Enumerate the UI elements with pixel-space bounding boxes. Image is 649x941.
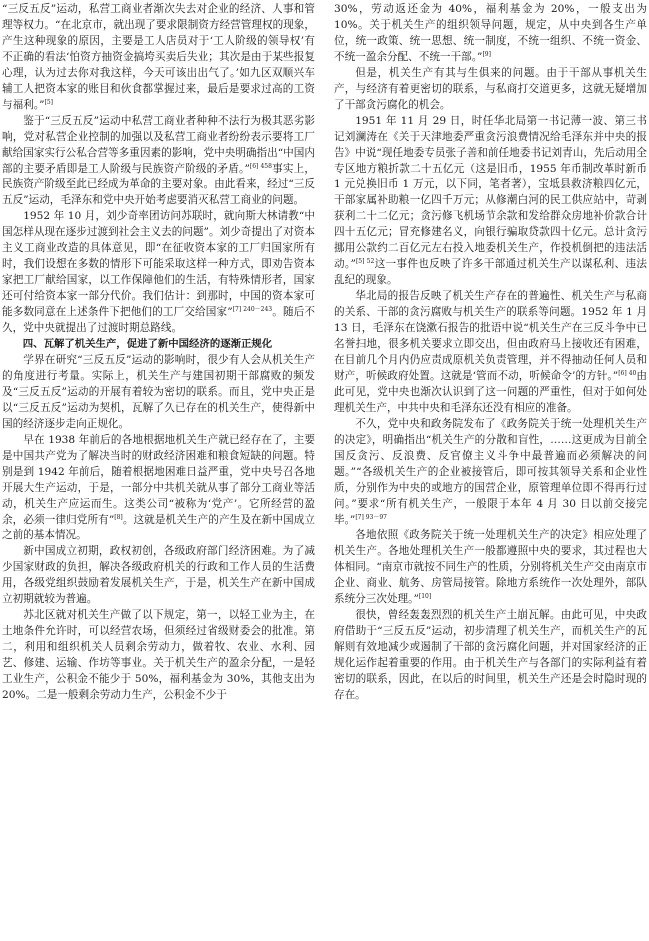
paragraph-text: 由此可见，党中央也渐次认识到了这一问题的严重性，但对于如何处理机关生产，中共中央和毛泽东还没有相应的准备。 <box>334 369 648 414</box>
paragraph <box>2 433 315 545</box>
paragraph-text: 1952 年 10 月，刘少奇率团访问苏联时，就向斯大林请教“中国怎样从现在逐步过渡到社会主义去的问题”。刘少奇提出了对资本主义工商业改造的具体意见，即“在征收资本家的工厂归国家所有时，我们设想在多数的情形下可能采取这样一种方式，即劝告资本家把工厂献给国家，以工作保障他们的生活，有特殊情形者，国家还可付给资本家一部分代价。我们估计：到那时，中国的资本家可能多数同意在上述条件下把他们的工厂交给国家” <box>2 210 315 319</box>
citation-ref: [6] 40 <box>618 369 637 377</box>
section-heading: 四、瓦解了机关生产，促进了新中国经济的逐渐正规化 <box>22 338 273 351</box>
paragraph-text: 华北局的报告反映了机关生产存在的普遍性、机关生产与私商的关系、干部的贪污腐败与机关生产的联系等问题。1952 年 1 月 13 日，毛泽东在饶漱石报告的批语中说“机关生产在三反斗争中已名誉扫地，很多机关要求立即交出，但由政府马上接收还有困难，在目前几个月内仍应责成原机关负责管理，并不得抽动任何人员和财产，听候政府处置。这就是‘管而不动，听候命令’的方针。” <box>334 290 647 382</box>
paragraph <box>334 528 647 608</box>
paragraph-text: 事实上，民族资产阶级至此已经成为革命的主要对象。由此看来，经过“三反五反”运动，毛泽东和党中央开始考虑要消灭私营工商业的问题。 <box>2 162 316 207</box>
citation-ref: [8] <box>114 513 123 521</box>
paragraph <box>334 608 647 704</box>
paragraph <box>2 544 315 608</box>
paragraph-text: “三反五反”运动，私营工商业者渐次失去对企业的经济、人事和管理等权力。“在北京市，就出现了要求限制资方经营管理权的现象，产生这种现象的原因，主要是工人店员对于‘工人阶级的领导权’有不正确的看法‘怕资方抽资金搞垮买卖后失业；其次是由于某些报复心理，认为过去你对我这样，今天可该出出气了。’如九区双顺兴车辅工人把资本家的账目和伙食都掌握过来，最后是要求过高的工资与福利。” <box>2 3 315 111</box>
paragraph-text: 早在 1938 年前后的各地根据地机关生产就已经存在了，主要是中国共产党为了解决当时的财政经济困难和粮食短缺的问题。特别是到 1942 年前后，随着根据地困难日益严重，党中央号召各地开展大生产运动，于是，一部分中共机关就从事了部分工商业等活动，机关生产应运而生。这类公司“被称为‘党产’。它所经营的盈余，必须一律归党所有” <box>2 433 315 526</box>
paragraph <box>334 289 647 417</box>
citation-ref: [10] <box>418 593 432 601</box>
paragraph-text: 各地依照《政务院关于统一处理机关生产的决定》相应处理了机关生产。各地处理机关生产一般都遵照中央的要求，其过程也大体相同。“南京市就按不同生产的性质，分别将机关生产交由南京市企业、商业、航务、房管局接管。除地方系统作一次处理外，部队系统分三次处理。” <box>334 529 647 606</box>
paragraph <box>334 66 647 114</box>
citation-ref: [5] 52 <box>355 258 375 266</box>
paragraph-text: 新中国成立初期，政权初创，各级政府部门经济困难。为了减少国家财政的负担，解决各级政府机关的行政和工作人员的生活费用，各级党组织鼓励着发展机关生产，于是，机关生产在新中国成立初期就较为普遍。 <box>2 545 315 606</box>
left-column <box>2 2 315 704</box>
citation-ref: [9] <box>482 50 491 58</box>
paragraph-text: 但是，机关生产有其与生俱来的问题。由于干部从事机关生产，与经济有着更密切的联系，与私商打交道更多，这就无疑增加了干部贪污腐化的机会。 <box>334 66 647 111</box>
citation-ref: [7] 93－97 <box>355 513 387 521</box>
paragraph <box>334 2 647 66</box>
paragraph <box>2 608 315 704</box>
paragraph-text: 很快，曾经轰轰烈烈的机关生产土崩瓦解。由此可见，中央政府借助于“三反五反”运动，初步清理了机关生产，而机关生产的瓦解则有效地减少或遏制了干部的贪污腐化问题，并对国家经济的正规化运作起着重要的作用。由于机关生产与各部门的实际利益有着密切的联系，因此，在以后的时间里，机关生产还是会时隐时现的存在。 <box>334 609 647 701</box>
paragraph-text: 不久，党中央和政务院发布了《政务院关于统一处理机关生产的决定》，明确指出“机关生产的分散和盲性，……这更成为目前全国反贪污、反浪费、反官僚主义斗争中最普遍而必须解决的问题。”“各级机关生产的企业被接管后，即可按其领导关系和企业性质，分别作为中央的或地方的国营企业，原管理单位即不得再行过问。”要求“所有机关生产，一般限于本年 4 月 30 日以前交接完毕。” <box>334 417 647 526</box>
paragraph-text: 。随后不久，党中央就提出了过渡时期总路线。 <box>2 306 316 335</box>
paragraph <box>2 114 315 210</box>
paragraph-text: 这一事件也反映了许多干部通过机关生产以谋私利、违法乱纪的现象。 <box>334 258 647 287</box>
paragraph <box>334 114 647 289</box>
paragraph-text: 苏北区就对机关生产做了以下规定，第一，以轻工业为主，在土地条件允许时，可以经营农场，但须经过省级财委会的批准。第二，利用和组织机关人员剩余劳动力，做着牧、农业、水利、园艺、修建、运输、作坊等事业。关于机关生产的盈余分配，一是轻工业生产，公积金不能少于 50%，福利基金为 30%，其他支出为 20%。二是一般剩余劳动力生产，公积金不少于 <box>2 609 315 701</box>
paragraph-text: 30%，劳动返还金为 40%，福利基金为 20%，一般支出为 10%。关于机关生产的组织领导问题，规定，从中央到各生产单位，统一政策、统一思想、统一制度，不统一组织、不统一资金、不统一盈余分配、不统一干部。” <box>334 3 647 63</box>
paragraph <box>2 209 315 337</box>
paragraph-text: 学界在研究“三反五反”运动的影响时，很少有人会从机关生产的角度进行考量。实际上，机关生产与建国初期干部腐败的频发及“三反五反”运动的开展有着较为密切的联系。而且，党中央正是以“三反五反”运动为契机，瓦解了久已存在的机关生产，使得新中国的经济逐步走向正规化。 <box>2 353 315 430</box>
citation-ref: [7] 240－243 <box>232 306 273 314</box>
paragraph-text: 1951 年 11 月 29 日，时任华北局第一书记薄一波、第三书记刘澜涛在《关于天津地委严重贪污浪费情况给毛泽东并中央的报告》中说“现任地委专员张子善和前任地委书记刘青山，先后动用全专区地方粮折款二十五亿元（这是旧币，1955 年币制改革时新币 1 元兑换旧币 1 万元，以下同，笔者著），宝坻县救济粮四亿元，干部家属补助粮一亿四千万元；从修潮白河的民工供应站中，苛剥获利二十二亿元；贪污修飞机场节余款和发给群众房地补价款合计四十五亿元；冒充修建名义，向银行骗取贷款四十亿元。总计贪污挪用公款约二百亿元左右投入地委机关生产，作投机倒把的违法活动。” <box>334 114 647 271</box>
citation-ref: [6] 458 <box>249 162 272 170</box>
paragraph-text: 。这就是机关生产的产生及在新中国成立之前的基本情况。 <box>2 513 315 542</box>
paragraph-text: 鉴于“三反五反”运动中私营工商业者种种不法行为极其恶劣影响，党对私营企业控制的加强以及私营工商业者纷纷表示要将工厂献给国家实行公私合营等多重因素的影响，党中央明确指出“中国内部的主要矛盾即是工人阶级与民族资产阶级的矛盾。” <box>2 114 315 175</box>
right-column <box>334 2 647 704</box>
citation-ref: [5] <box>44 98 53 106</box>
paragraph <box>2 353 315 433</box>
paragraph <box>2 2 315 114</box>
paragraph <box>334 417 647 529</box>
